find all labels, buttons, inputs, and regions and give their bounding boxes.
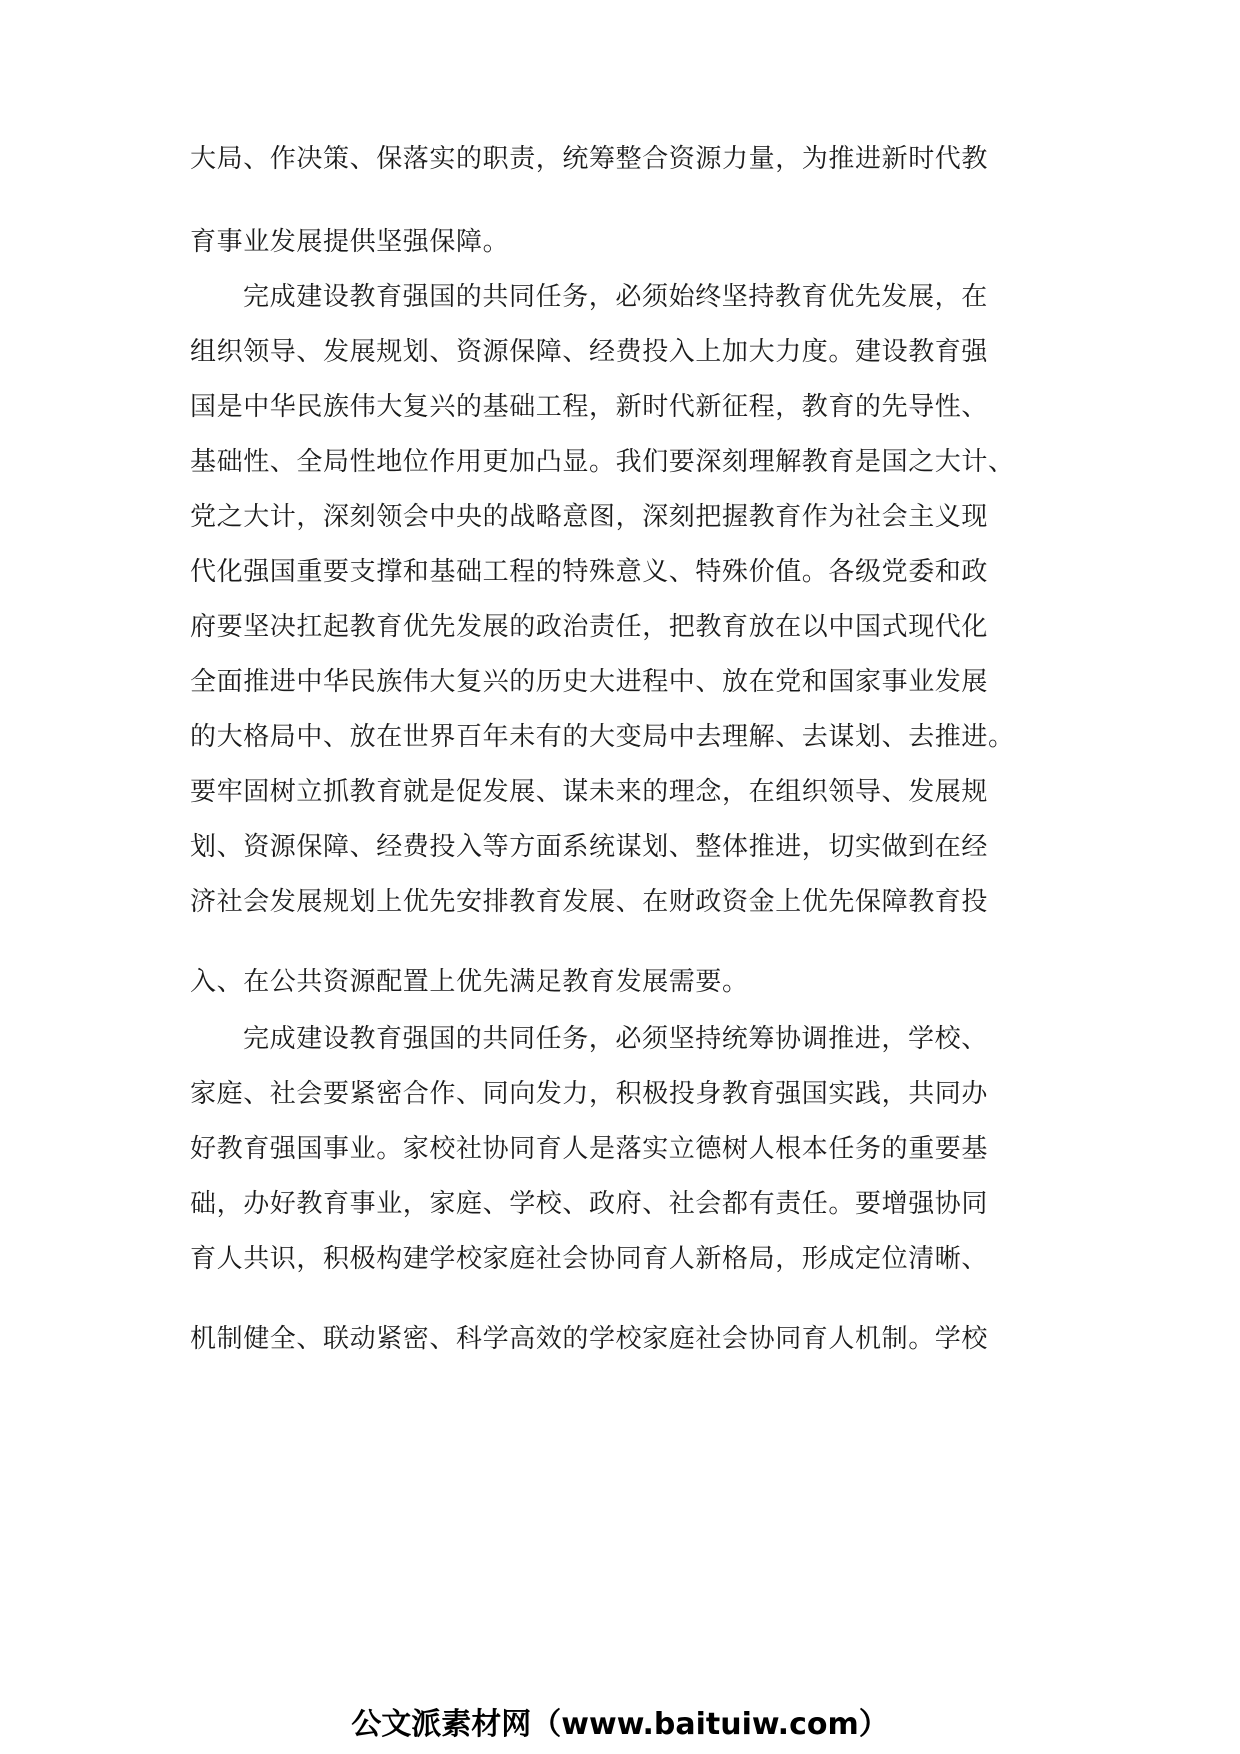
paragraph-line: 划、资源保障、经费投入等方面系统谋划、整体推进，切实做到在经 bbox=[190, 832, 989, 862]
paragraph-line: 代化强国重要支撑和基础工程的特殊意义、特殊价值。各级党委和政 bbox=[190, 557, 989, 587]
paragraph-line: 国是中华民族伟大复兴的基础工程，新时代新征程，教育的先导性、 bbox=[190, 392, 989, 422]
paragraph-line: 济社会发展规划上优先安排教育发展、在财政资金上优先保障教育投 bbox=[190, 887, 989, 917]
paragraph-line: 完成建设教育强国的共同任务，必须坚持统筹协调推进，学校、 bbox=[243, 1024, 988, 1054]
paragraph-line: 的大格局中、放在世界百年未有的大变局中去理解、去谋划、去推进。 bbox=[190, 722, 1015, 752]
paragraph-line: 础，办好教育事业，家庭、学校、政府、社会都有责任。要增强协同 bbox=[190, 1189, 989, 1219]
paragraph-line: 基础性、全局性地位作用更加凸显。我们要深刻理解教育是国之大计、 bbox=[190, 447, 1015, 477]
paragraph-line: 党之大计，深刻领会中央的战略意图，深刻把握教育作为社会主义现 bbox=[190, 502, 989, 532]
paragraph-line: 入、在公共资源配置上优先满足教育发展需要。 bbox=[190, 967, 749, 997]
paragraph-line: 育人共识，积极构建学校家庭社会协同育人新格局，形成定位清晰、 bbox=[190, 1244, 989, 1274]
paragraph-line: 组织领导、发展规划、资源保障、经费投入上加大力度。建设教育强 bbox=[190, 337, 989, 367]
paragraph-line: 家庭、社会要紧密合作、同向发力，积极投身教育强国实践，共同办 bbox=[190, 1079, 989, 1109]
paragraph-line: 机制健全、联动紧密、科学高效的学校家庭社会协同育人机制。学校 bbox=[190, 1324, 989, 1354]
paragraph-line: 要牢固树立抓教育就是促发展、谋未来的理念，在组织领导、发展规 bbox=[190, 777, 989, 807]
paragraph-line: 好教育强国事业。家校社协同育人是落实立德树人根本任务的重要基 bbox=[190, 1134, 989, 1164]
paragraph-line: 育事业发展提供坚强保障。 bbox=[190, 227, 510, 257]
paragraph-line: 大局、作决策、保落实的职责，统筹整合资源力量，为推进新时代教 bbox=[190, 144, 989, 174]
footer-source-text: 公文派素材网（www.baituiw.com） bbox=[351, 1707, 889, 1742]
paragraph-line: 全面推进中华民族伟大复兴的历史大进程中、放在党和国家事业发展 bbox=[190, 667, 989, 697]
paragraph-line: 府要坚决扛起教育优先发展的政治责任，把教育放在以中国式现代化 bbox=[190, 612, 989, 642]
paragraph-line: 完成建设教育强国的共同任务，必须始终坚持教育优先发展，在 bbox=[243, 282, 988, 312]
